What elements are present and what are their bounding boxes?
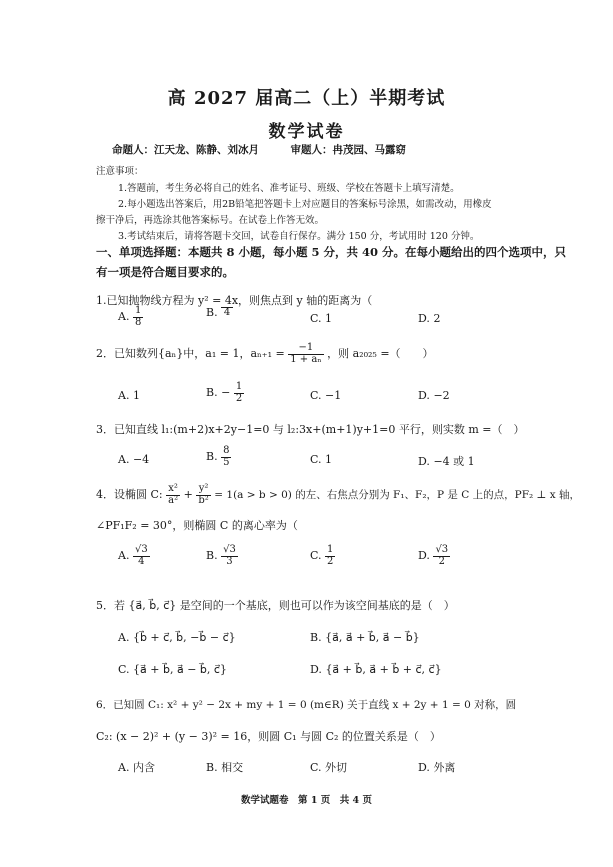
option-text: −2	[433, 389, 450, 402]
option-label: B.	[206, 386, 218, 399]
option-label: C.	[310, 312, 322, 325]
fraction-numerator: −1	[288, 343, 323, 355]
question-4-stem-cont: ∠PF₁F₂ = 30°，则椭圆 C 的离心率为（	[96, 519, 298, 532]
option-sign: −	[221, 386, 231, 399]
notice-item-2-cont: 擦干净后，再选涂其他答案标号。在试卷上作答无效。	[96, 215, 325, 226]
option-text: {a⃗, a⃗ + b⃗, a⃗ − b⃗}	[325, 631, 420, 644]
option-label: C.	[310, 389, 322, 402]
option-label: D.	[418, 389, 430, 402]
fraction-numerator: 1	[327, 544, 334, 555]
stem-text: ，则 a₂₀₂₅ =（ ）	[327, 347, 434, 360]
option-label: A.	[118, 761, 130, 774]
option-label: B.	[206, 761, 218, 774]
question-3-stem: 3．已知直线 l₁:(m+2)x+2y−1=0 与 l₂:3x+(m+1)y+1=0 平行，则实数 m =（ ）	[96, 423, 525, 436]
question-4-stem: 4．设椭圆 C: $\frac{\text{x²}}{\text{a²}}$ + $\frac{\text{y²}}{\text{b²}}$ = 1(a > b > 0) 的左、右焦点分别为 F₁、F₂，P 是 C 上的点，PF₂ ⊥ x 轴，	[96, 483, 581, 506]
fraction	[221, 545, 238, 567]
fraction-numerator: 8	[223, 445, 230, 456]
q4-option-d	[418, 545, 450, 567]
notice-item-3: 3.考试结束后，请将答题卡交回，试卷自行保存。满分 150 分，考试用时 120 分钟。	[118, 231, 480, 242]
option-text: 2	[433, 312, 441, 325]
q3-option-d	[418, 453, 475, 469]
notice-item-1: 1.答题前，考生务必将自己的姓名、准考证号、班级、学校在答题卡上填写清楚。	[118, 183, 460, 194]
question-6-stem: 6．已知圆 C₁: x² + y² − 2x + my + 1 = 0 (m∈R) 关于直线 x + 2y + 1 = 0 对称，圆	[96, 699, 517, 711]
q1-option-c	[310, 312, 332, 325]
section-heading: 一、单项选择题：本题共 8 小题，每小题 5 分，共 40 分。在每小题给出的四个选项中，只	[96, 245, 567, 259]
fraction	[221, 446, 231, 468]
option-text: {b⃗ + c⃗, b⃗, −b⃗ − c⃗}	[132, 631, 236, 644]
fraction-numerator: √3	[134, 544, 148, 555]
q6-option-b	[206, 759, 243, 775]
fraction-denominator: 2	[235, 392, 243, 404]
fraction-numerator: √3	[435, 544, 449, 555]
option-label: A.	[118, 310, 130, 323]
option-label: A.	[118, 389, 130, 402]
fraction	[133, 545, 150, 567]
q5-option-a	[118, 631, 236, 644]
option-label: A.	[118, 549, 130, 562]
option-text: 1	[325, 312, 333, 325]
q1-option-d	[418, 312, 440, 325]
exam-title: 高 2027 届高二（上）半期考试	[167, 88, 446, 109]
question-1-stem: 1.已知抛物线方程为 y² = 4x，则焦点到 y 轴的距离为（	[96, 294, 373, 307]
stem-text: 4．设椭圆 C:	[96, 488, 163, 501]
option-label: B.	[206, 306, 218, 319]
option-label: C.	[310, 453, 322, 466]
option-text: −4	[132, 453, 150, 466]
fraction-denominator: b²	[198, 494, 209, 506]
notice-heading: 注意事项：	[96, 166, 144, 177]
option-label: B.	[206, 450, 218, 463]
option-text: 内含	[132, 761, 155, 774]
fraction-numerator: √3	[223, 544, 236, 555]
fraction-denominator: 3	[226, 555, 233, 567]
fraction-numerator: 1	[134, 305, 142, 316]
authors-line: 命题人：江天龙、陈静、刘冰月 审题人：冉茂园、马露窈	[112, 144, 406, 156]
fraction-numerator: 1	[235, 381, 243, 392]
option-label: A.	[118, 453, 130, 466]
fraction-denominator: 2	[438, 555, 445, 567]
option-label: C.	[310, 761, 322, 774]
q6-option-a	[118, 759, 155, 775]
option-label: A.	[118, 631, 130, 644]
fraction-numerator: x²	[166, 484, 180, 496]
option-label: D.	[418, 549, 430, 562]
fraction	[325, 545, 335, 567]
fraction-numerator: y²	[196, 484, 210, 496]
option-text: 相交	[221, 761, 244, 774]
q2-option-a	[118, 389, 140, 402]
option-text: 1	[132, 389, 140, 402]
fraction-denominator: 4	[223, 307, 231, 319]
fraction	[288, 343, 323, 365]
stem-text: 2．已知数列{aₙ}中，a₁ = 1，aₙ₊₁ =	[96, 347, 285, 360]
option-text: −1	[325, 389, 342, 402]
exam-subtitle: 数学试卷	[268, 122, 345, 142]
notice-item-2: 2.每小题选出答案后，用2B铅笔把答题卡上对应题目的答案标号涂黑，如需改动，用橡皮	[118, 199, 492, 210]
q5-option-c	[118, 663, 227, 676]
question-5-stem: 5．若 {a⃗, b⃗, c⃗} 是空间的一个基底，则也可以作为该空间基底的是（ ）	[96, 599, 455, 612]
q2-option-c	[310, 389, 341, 402]
q1-option-a	[118, 306, 143, 328]
option-text: {a⃗ + b⃗, a⃗ − b⃗, c⃗}	[133, 663, 227, 676]
q6-option-d	[418, 759, 455, 775]
q2-option-b	[206, 382, 244, 404]
fraction-denominator: a²	[168, 494, 179, 506]
q3-option-c	[310, 453, 332, 466]
fraction	[221, 307, 233, 319]
option-label: B.	[206, 549, 218, 562]
option-label: D.	[310, 663, 322, 676]
fraction	[133, 306, 143, 328]
option-text: 外切	[325, 761, 348, 774]
option-label: C.	[118, 663, 130, 676]
option-text: 1	[325, 453, 333, 466]
fraction	[196, 484, 210, 506]
q2-option-d	[418, 389, 450, 402]
page-footer: 数学试题卷 第 1 页 共 4 页	[241, 795, 372, 806]
section-heading-cont: 有一项是符合题目要求的。	[96, 265, 234, 279]
fraction-denominator: 1 + aₙ	[290, 353, 322, 365]
fraction-denominator: 4	[138, 555, 145, 567]
fraction	[433, 545, 450, 567]
fraction-denominator: 8	[134, 316, 142, 328]
q5-option-b	[310, 631, 420, 644]
fraction	[234, 382, 244, 404]
q3-option-b	[206, 446, 231, 468]
q3-option-a	[118, 453, 149, 466]
q4-option-b	[206, 545, 238, 567]
fraction-denominator: 2	[327, 555, 334, 567]
option-text: 外离	[433, 761, 456, 774]
fraction-denominator: 5	[223, 456, 230, 468]
q6-option-c	[310, 759, 347, 775]
option-label: D.	[418, 312, 430, 325]
option-text: {a⃗ + b⃗, a⃗ + b⃗ + c⃗, c⃗}	[325, 663, 442, 676]
option-label: B.	[310, 631, 322, 644]
q1-option-b	[206, 306, 233, 319]
option-label: D.	[418, 455, 430, 468]
fraction	[166, 484, 180, 506]
question-6-stem-cont: C₂: (x − 2)² + (y − 3)² = 16，则圆 C₁ 与圆 C₂ 的位置关系是（ ）	[96, 730, 441, 743]
question-2-stem	[96, 343, 434, 365]
q5-option-d	[310, 663, 442, 676]
stem-text: = 1(a > b > 0) 的左、右焦点分别为 F₁、F₂，P 是 C 上的点，PF₂ ⊥ x 轴，	[214, 489, 581, 501]
option-label: D.	[418, 761, 430, 774]
q4-option-a	[118, 545, 150, 567]
option-label: C.	[310, 549, 322, 562]
option-text: −4 或 1	[433, 455, 475, 468]
q4-option-c	[310, 545, 335, 567]
